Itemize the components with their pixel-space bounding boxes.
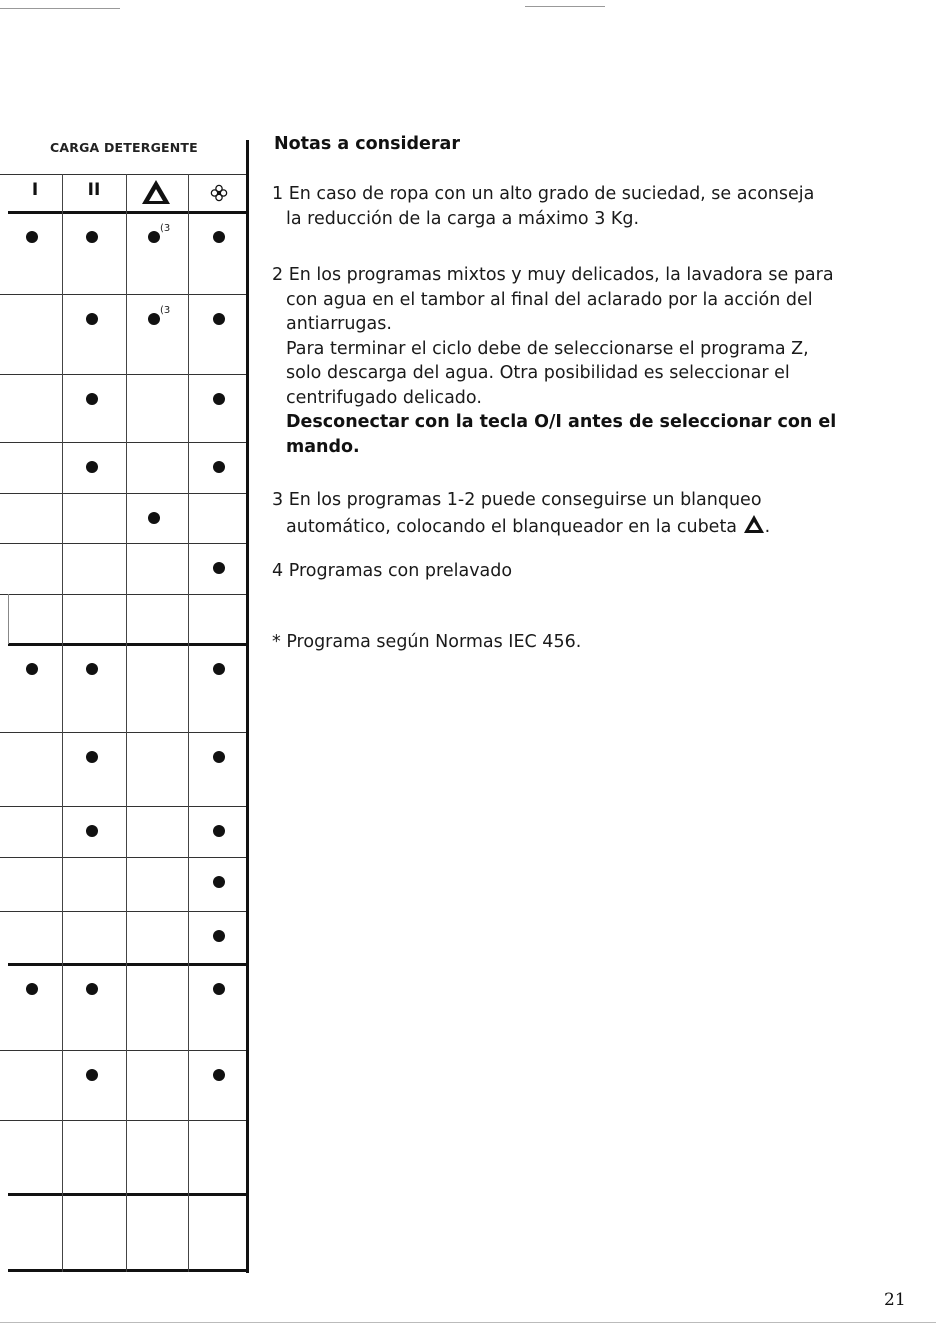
- row-line: [0, 1120, 247, 1121]
- row-line: [8, 643, 247, 646]
- filled-dot: [213, 461, 225, 473]
- row-line: [0, 294, 247, 295]
- filled-dot: [213, 231, 225, 243]
- note-1-line-2: la reducción de la carga a máximo 3 Kg.: [286, 208, 640, 229]
- filled-dot: [213, 751, 225, 763]
- filled-dot: [213, 983, 225, 995]
- filled-dot: [86, 393, 98, 405]
- filled-dot: [213, 393, 225, 405]
- partial-left-line: [8, 594, 9, 644]
- row-line: [0, 442, 247, 443]
- footnote-ref: (3: [160, 305, 171, 316]
- row-line: [0, 857, 247, 858]
- filled-dot: [26, 663, 38, 675]
- filled-dot: [86, 751, 98, 763]
- page-number: 21: [884, 1290, 906, 1310]
- note-1-line-1: 1 En caso de ropa con un alto grado de suciedad, se aconseja: [272, 184, 815, 204]
- note-3-end: .: [764, 516, 771, 537]
- note-2-line-6: centrifugado delicado.: [286, 387, 482, 408]
- note-2-line-1: 2 En los programas mixtos y muy delicados, la lavadora se para: [272, 265, 834, 285]
- note-2-line-5: solo descarga del agua. Otra posibilidad es seleccionar el: [286, 363, 790, 383]
- row-line: [0, 732, 247, 733]
- row-line: [0, 911, 247, 912]
- filled-dot: [86, 231, 98, 243]
- header-col-1: I: [31, 180, 39, 200]
- filled-dot: [86, 461, 98, 473]
- filled-dot: [213, 876, 225, 888]
- note-2-line-2: con agua en el tambor al final del aclarado por la acción del: [286, 289, 813, 310]
- scan-artifact: [525, 6, 605, 7]
- note-3-line-2: automático, colocando el blanqueador en la cubeta: [286, 516, 738, 537]
- header-col-2: II: [87, 180, 101, 200]
- row-line: [8, 1269, 247, 1272]
- table-right-border: [246, 140, 249, 1273]
- filled-dot: [86, 1069, 98, 1081]
- filled-dot: [213, 930, 225, 942]
- filled-dot: [148, 231, 160, 243]
- table-title: CARGA DETERGENTE: [50, 140, 198, 155]
- note-3-line-2-wrap: [272, 513, 892, 540]
- footnote: * Programa según Normas IEC 456.: [272, 632, 582, 652]
- filled-dot: [86, 313, 98, 325]
- filled-dot: [213, 663, 225, 675]
- row-line: [8, 963, 247, 966]
- row-line: [8, 211, 247, 214]
- column-line: [126, 174, 127, 1272]
- note-2-bold-2: mando.: [286, 436, 360, 457]
- column-line: [62, 174, 63, 1272]
- triangle-icon: [141, 179, 171, 205]
- filled-dot: [26, 231, 38, 243]
- notes-title: Notas a considerar: [274, 134, 460, 154]
- filled-dot: [86, 825, 98, 837]
- row-line: [0, 806, 247, 807]
- row-line: [0, 543, 247, 544]
- flower-softener-icon: [210, 184, 228, 202]
- note-1: [272, 182, 892, 231]
- note-2-line-3: antiarrugas.: [286, 314, 392, 334]
- row-line: [0, 374, 247, 375]
- scan-artifact: [0, 8, 120, 9]
- note-3: [272, 488, 892, 539]
- column-line: [188, 174, 189, 1272]
- note-3-line-1: 3 En los programas 1-2 puede conseguirse un blanqueo: [272, 490, 762, 510]
- page-edge: [0, 1322, 936, 1323]
- triangle-icon: [743, 513, 765, 535]
- filled-dot: [213, 562, 225, 574]
- row-line: [0, 493, 247, 494]
- filled-dot: [86, 663, 98, 675]
- note-2-line-4: Para terminar el ciclo debe de seleccionarse el programa Z,: [286, 338, 809, 359]
- note-2-bold-1: Desconectar con la tecla O/I antes de seleccionar con el: [286, 412, 837, 432]
- filled-dot: [26, 983, 38, 995]
- row-line: [0, 594, 247, 595]
- filled-dot: [213, 313, 225, 325]
- filled-dot: [148, 512, 160, 524]
- footnote-ref: (3: [160, 223, 171, 234]
- row-line: [0, 1050, 247, 1051]
- filled-dot: [213, 825, 225, 837]
- note-4: 4 Programas con prelavado: [272, 561, 513, 581]
- table-header-top-line: [0, 174, 247, 175]
- filled-dot: [213, 1069, 225, 1081]
- row-line: [8, 1193, 247, 1196]
- filled-dot: [148, 313, 160, 325]
- note-2: [272, 263, 892, 459]
- filled-dot: [86, 983, 98, 995]
